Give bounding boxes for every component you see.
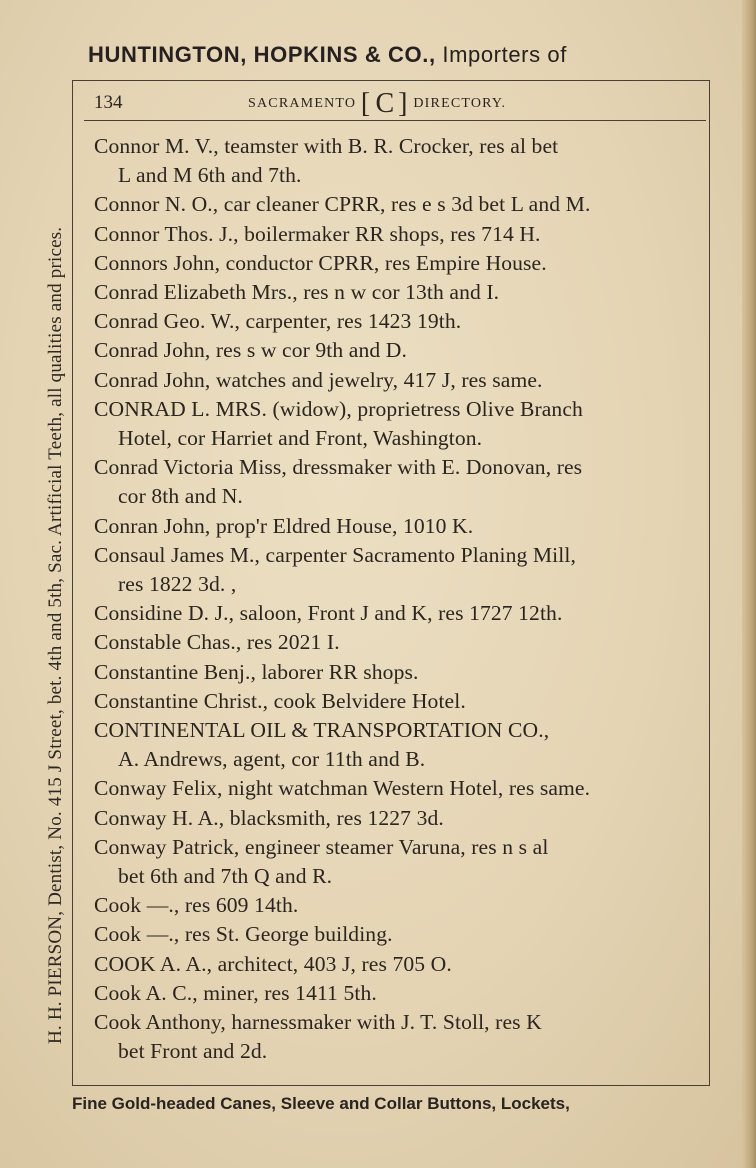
entry-line: CONTINENTAL OIL & TRANSPORTATION CO., [94, 718, 550, 743]
entry-continuation-line: A. Andrews, agent, cor 11th and B. [118, 747, 426, 772]
running-head-letter: C [375, 88, 395, 119]
entry-line: Conrad John, res s w cor 9th and D. [94, 338, 407, 363]
top-banner-rest: Importers of [442, 42, 567, 67]
entry-continuation-line: res 1822 3d. , [118, 572, 237, 597]
entry-line: Connor N. O., car cleaner CPRR, res e s 3d bet L and M. [94, 192, 591, 217]
directory-entry [94, 891, 698, 920]
directory-entry [94, 453, 698, 511]
entry-line: Constantine Benj., laborer RR shops. [94, 659, 419, 684]
entry-continuation-line: cor 8th and N. [118, 484, 243, 509]
entry-line: Connor Thos. J., boilermaker RR shops, res 714 H. [94, 221, 541, 246]
entry-line: COOK A. A., architect, 403 J, res 705 O. [94, 951, 452, 976]
directory-entries [94, 132, 698, 1067]
running-head-title [248, 88, 506, 120]
directory-entry [94, 979, 698, 1008]
entry-continuation-line: bet Front and 2d. [118, 1039, 268, 1064]
directory-entry [94, 190, 698, 219]
directory-entry [94, 804, 698, 833]
directory-entry [94, 833, 698, 891]
entry-line: Cook Anthony, harnessmaker with J. T. Stoll, res K [94, 1010, 542, 1035]
side-advert-text: H. H. PIERSON, Dentist, No. 415 J Street, bet. 4th and 5th, Sac. Artificial Teeth, all qualities and prices. [45, 226, 66, 1044]
entry-line: Cook —., res 609 14th. [94, 893, 299, 918]
directory-entry [94, 628, 698, 657]
entry-continuation-line: L and M 6th and 7th. [118, 163, 302, 188]
entry-line: Cook —., res St. George building. [94, 922, 393, 947]
running-head-right-word: DIRECTORY. [413, 96, 507, 111]
entry-line: Conway Patrick, engineer steamer Varuna, res n s al [94, 834, 549, 859]
directory-entry [94, 687, 698, 716]
entry-line: Conway H. A., blacksmith, res 1227 3d. [94, 805, 444, 830]
running-head-bracket-close: ] [398, 88, 409, 119]
running-head [84, 86, 706, 121]
directory-entry [94, 950, 698, 979]
top-banner-firm: HUNTINGTON, HOPKINS & CO., [88, 42, 436, 67]
directory-entry [94, 512, 698, 541]
entry-line: Conway Felix, night watchman Western Hotel, res same. [94, 776, 591, 801]
directory-entry [94, 774, 698, 803]
directory-entry [94, 1008, 698, 1066]
entry-line: Consaul James M., carpenter Sacramento Planing Mill, [94, 542, 576, 567]
entry-line: Considine D. J., saloon, Front J and K, res 1727 12th. [94, 601, 563, 626]
entry-line: CONRAD L. MRS. (widow), proprietress Olive Branch [94, 396, 583, 421]
running-head-bracket-open: [ [360, 88, 372, 119]
entry-line: Conrad John, watches and jewelry, 417 J, res same. [94, 367, 543, 392]
directory-entry [94, 220, 698, 249]
directory-entry [94, 278, 698, 307]
entry-line: Conran John, prop'r Eldred House, 1010 K. [94, 513, 474, 538]
entry-line: Cook A. C., miner, res 1411 5th. [94, 980, 377, 1005]
directory-entry [94, 920, 698, 949]
entry-line: Conrad Elizabeth Mrs., res n w cor 13th and I. [94, 280, 500, 305]
directory-entry [94, 307, 698, 336]
directory-entry [94, 658, 698, 687]
directory-entry [94, 249, 698, 278]
entry-line: Connors John, conductor CPRR, res Empire House. [94, 250, 547, 275]
entry-line: Connor M. V., teamster with B. R. Crocker, res al bet [94, 134, 559, 158]
page-edge [742, 0, 756, 1168]
directory-entry [94, 541, 698, 599]
directory-entry [94, 599, 698, 628]
directory-entry [94, 716, 698, 774]
entry-line: Constantine Christ., cook Belvidere Hotel. [94, 688, 466, 713]
entry-line: Constable Chas., res 2021 I. [94, 630, 340, 655]
entry-continuation-line: Hotel, cor Harriet and Front, Washington. [118, 426, 483, 451]
page-number: 134 [94, 92, 123, 113]
top-advert-banner [88, 42, 728, 68]
directory-entry [94, 132, 698, 190]
entry-line: Conrad Geo. W., carpenter, res 1423 19th. [94, 309, 462, 334]
bottom-advert-banner: Fine Gold-headed Canes, Sleeve and Collar Buttons, Lockets, [72, 1094, 570, 1113]
directory-entry [94, 336, 698, 365]
directory-entry [94, 395, 698, 453]
running-head-left-word: SACRAMENTO [248, 96, 357, 111]
entry-line: Conrad Victoria Miss, dressmaker with E. Donovan, res [94, 455, 583, 480]
entry-continuation-line: bet 6th and 7th Q and R. [118, 864, 333, 889]
directory-entry [94, 366, 698, 395]
